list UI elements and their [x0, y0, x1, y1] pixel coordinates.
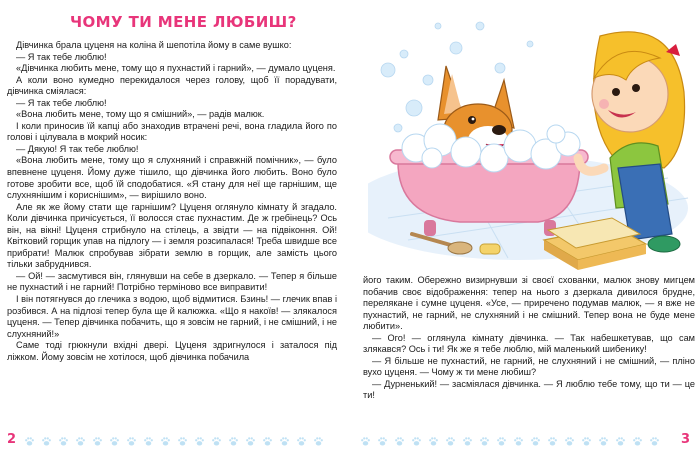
paw-print-icon: [598, 436, 609, 447]
paw-print-icon: [313, 436, 324, 447]
paw-print-icon: [428, 436, 439, 447]
paw-print-icon: [279, 436, 290, 447]
paw-print-icon: [194, 436, 205, 447]
paw-print-icon: [109, 436, 120, 447]
paw-print-icon: [211, 436, 222, 447]
paragraph: І він потягнувся до глечика з водою, щоб відмитися. Бзинь! — глечик впав і розбився. А на підлозі тепер була ще й калюжка. «Що я накоїв! — злякалося цуценя. — Тепер дівчинка побачить, що я зовсім не гарний, і не смішний, і не слухняний!»: [7, 294, 337, 339]
paw-print-icon: [377, 436, 388, 447]
paw-print-icon: [564, 436, 575, 447]
paragraph: Але як же йому стати ще гарнішим? Цуценя оглянуло кімнату й згадало. Коли дівчинка причісується, її волосся стає пухнастим. Де ж гребінець? Ось він, на вікні! Цуценя стрибнуло на стілець, а звідти — на підвіконня. Ой! Квітковий горщик упав на підлогу — і земля розсипалася! Треба швидше все прибрати! Малюк спробував зібрати землю в горщик, але замість цього тільки забруднився.: [7, 201, 337, 270]
paw-print-icon: [160, 436, 171, 447]
paragraph: Саме тоді грюкнули вхідні двері. Цуценя здригнулося і заталося під ліжком. Йому зовсім не хотілося, щоб дівчинка побачила: [7, 340, 337, 362]
right-page-text: [363, 275, 695, 435]
paw-print-icon: [41, 436, 52, 447]
soap: [480, 244, 500, 254]
paragraph: — Дурненький! — засміялася дівчинка. — Я люблю тебе тому, що ти — це ти!: [363, 378, 695, 401]
paw-print-icon: [92, 436, 103, 447]
paw-print-icon: [228, 436, 239, 447]
paw-print-icon: [296, 436, 307, 447]
paw-print-icon: [262, 436, 273, 447]
paragraph: — Ого! — оглянула кімнату дівчинка. — Так набешкетував, що сам злякався? Ось і ти! Як же я тебе люблю, мій маленький шибенику!: [363, 332, 695, 355]
paw-print-icon: [126, 436, 137, 447]
paragraph: А коли воно кумедно перекидалося через голову, щоб її порадувати, дівчинка сміялася:: [7, 74, 337, 97]
paw-print-icon: [394, 436, 405, 447]
paw-print-border-left: [24, 436, 340, 448]
paw-print-icon: [58, 436, 69, 447]
left-page-text: [7, 40, 337, 435]
paragraph: «Вона любить мене, тому що я смішний», — радів малюк.: [16, 109, 265, 120]
paw-print-icon: [615, 436, 626, 447]
paw-print-icon: [245, 436, 256, 447]
paragraph: — Я більше не пухнастий, не гарний, не слухняний і не смішний, — пліно вухо цуценя. — Чому ж ти мене любиш?: [363, 355, 695, 378]
paragraph: «Дівчинка любить мене, тому що я пухнастий і гарний», — думало цуценя.: [16, 63, 336, 74]
paragraph: його таким. Обережно визирнувши зі своєї схованки, малюк знову мигцем побачив своє відображення: тепер на нього з дзеркала дивилося брудне, перелякане і сумне цуценя. «Усе, — приречено подумав малюк, — я вже не пухнастий, не гарний, не слухняний і не смішний. Тепер вона не буде мене любити».: [363, 275, 695, 332]
paw-print-icon: [411, 436, 422, 447]
paw-print-icon: [360, 436, 371, 447]
paw-print-icon: [177, 436, 188, 447]
paw-print-icon: [24, 436, 35, 447]
paw-print-icon: [632, 436, 643, 447]
paragraph: — Дякую! Я так тебе люблю!: [16, 143, 139, 154]
paw-print-icon: [581, 436, 592, 447]
story-title: ЧОМУ ТИ МЕНЕ ЛЮБИШ?: [70, 13, 297, 31]
paw-print-icon: [513, 436, 524, 447]
paw-print-icon: [479, 436, 490, 447]
paragraph: Дівчинка брала цуценя на коліна й шепотіла йому в саме вушко:: [16, 40, 292, 50]
paw-print-border-right: [360, 436, 675, 448]
paw-print-icon: [649, 436, 660, 447]
paw-print-icon: [445, 436, 456, 447]
paw-print-icon: [547, 436, 558, 447]
page-number-right: 3: [681, 432, 691, 447]
bath-illustration: [368, 8, 698, 270]
paw-print-icon: [75, 436, 86, 447]
paragraph: — Я так тебе люблю!: [16, 51, 107, 62]
paragraph: — Я так тебе люблю!: [16, 97, 107, 108]
paw-print-icon: [143, 436, 154, 447]
paragraph: І коли приносив їй капці або знаходив втрачені речі, вона гладила його по голові і цілувала в мокрий носик:: [7, 120, 337, 143]
paragraph: «Вона любить мене, тому що я слухняний і справжній помічник», — було впевнене цуценя. Йому дуже тішило, що дівчинка його любить. Воно було готове зробити все, щоб їй сподобатися. «Я стану для неї ще гарнішим, ще слухнянішим і кориснішим», — вирішило воно.: [7, 155, 337, 201]
paw-print-icon: [462, 436, 473, 447]
paragraph: — Ой! — засмутився він, глянувши на себе в дзеркало. — Тепер я більше не пухнастий і не гарний! Потрібно терміново все виправити!: [7, 270, 337, 293]
paw-print-icon: [530, 436, 541, 447]
page-number-left: 2: [7, 432, 17, 447]
paw-print-icon: [496, 436, 507, 447]
